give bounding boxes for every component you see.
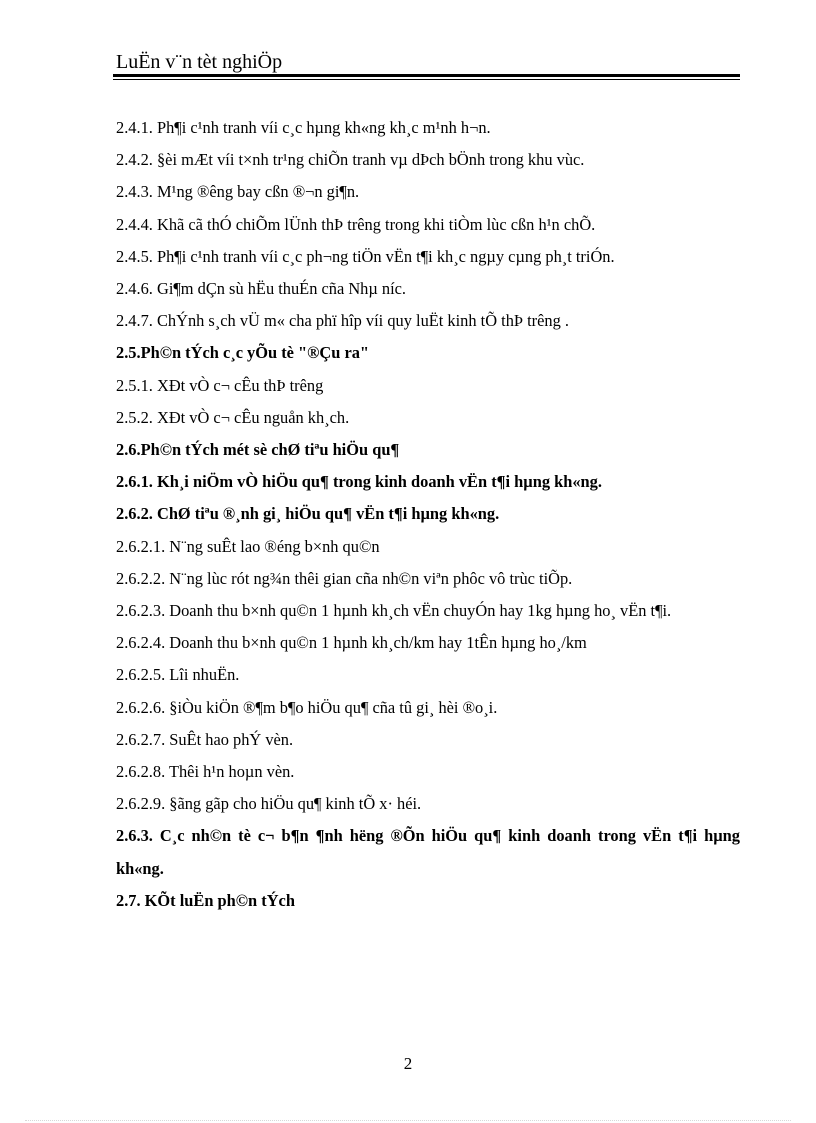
header-rule-thin [113, 79, 740, 80]
toc-entry: 2.5.2. XÐt vÒ c¬ cÊu nguån kh¸ch. [116, 407, 350, 427]
toc-entry: 2.6.2.7. SuÊt hao phÝ vèn. [116, 729, 294, 749]
toc-entry: 2.4.3. M¹ng ®êng bay cßn ®¬n gi¶n. [116, 182, 360, 202]
toc-entry: 2.6.2.9. §ãng gãp cho hiÖu qu¶ kinh tÕ x· héi. [116, 794, 422, 814]
toc-entry: 2.6.2.1. N¨ng suÊt lao ®éng b×nh qu©n [116, 536, 380, 556]
page-number: 2 [403, 1054, 413, 1073]
toc-section-heading: 2.6.1. Kh¸i niÖm vÒ hiÖu qu¶ trong kinh doanh vËn t¶i hµng kh«ng. [116, 472, 602, 492]
toc-section-heading: 2.6.Ph©n tÝch mét sè chØ tiªu hiÖu qu¶ [116, 440, 400, 460]
toc-entry: 2.5.1. XÐt vÒ c¬ cÊu thÞ trêng [116, 375, 324, 395]
toc-entry: 2.4.4. Khã cã thÓ chiÕm lÜnh thÞ trêng trong khi tiÒm lùc cßn h¹n chÕ. [116, 214, 596, 234]
toc-entry: 2.6.2.5. Lîi nhuËn. [116, 665, 240, 685]
toc-entry: 2.6.2.8. Thêi h¹n hoµn vèn. [116, 762, 295, 782]
toc-entry: 2.4.7. ChÝnh s¸ch vÜ m« cha phï hîp víi quy luËt kinh tÕ thÞ trêng . [116, 311, 569, 331]
table-of-contents [116, 112, 740, 917]
toc-entry: 2.4.6. Gi¶m dÇn sù hËu thuÉn cña Nhµ níc. [116, 279, 407, 299]
toc-section-heading: 2.7. KÕt luËn ph©n tÝch [116, 890, 295, 910]
toc-entry: 2.6.2.2. N¨ng lùc rót ng¾n thêi gian cña nh©n viªn phôc vô trùc tiÕp. [116, 568, 573, 588]
toc-section-heading: 2.6.2. ChØ tiªu ®¸nh gi¸ hiÖu qu¶ vËn t¶i hµng kh«ng. [116, 504, 500, 524]
toc-entry: 2.6.2.3. Doanh thu b×nh qu©n 1 hµnh kh¸ch vËn chuyÓn hay 1kg hµng ho¸ vËn t¶i. [116, 601, 672, 621]
running-header-title: LuËn v¨n tèt nghiÖp [116, 51, 283, 73]
toc-entry: 2.4.2. §èi mÆt víi t×nh tr¹ng chiÕn tranh vµ dÞch bÖnh trong khu vùc. [116, 150, 585, 170]
toc-entry: 2.4.5. Ph¶i c¹nh tranh víi c¸c ph¬ng tiÖn vËn t¶i kh¸c ngµy cµng ph¸t triÓn. [116, 246, 615, 266]
toc-entry: 2.4.1. Ph¶i c¹nh tranh víi c¸c hµng kh«ng kh¸c m¹nh h¬n. [116, 118, 491, 137]
header-rule-thick [113, 74, 740, 77]
toc-section-heading: 2.6.3. C¸c nh©n tè c¬ b¶n ¶nh hëng ®Õn hiÖu qu¶ kinh doanh trong vËn t¶i hµng kh«ng. [116, 826, 740, 878]
toc-section-heading: 2.5.Ph©n tÝch c¸c yÕu tè "®Çu ra" [116, 343, 370, 363]
toc-entry: 2.6.2.4. Doanh thu b×nh qu©n 1 hµnh kh¸ch/km hay 1tÊn hµng ho¸/km [116, 633, 587, 653]
footer-divider [25, 1120, 791, 1121]
toc-entry: 2.6.2.6. §iÒu kiÖn ®¶m b¶o hiÖu qu¶ cña tû gi¸ hèi ®o¸i. [116, 697, 498, 717]
